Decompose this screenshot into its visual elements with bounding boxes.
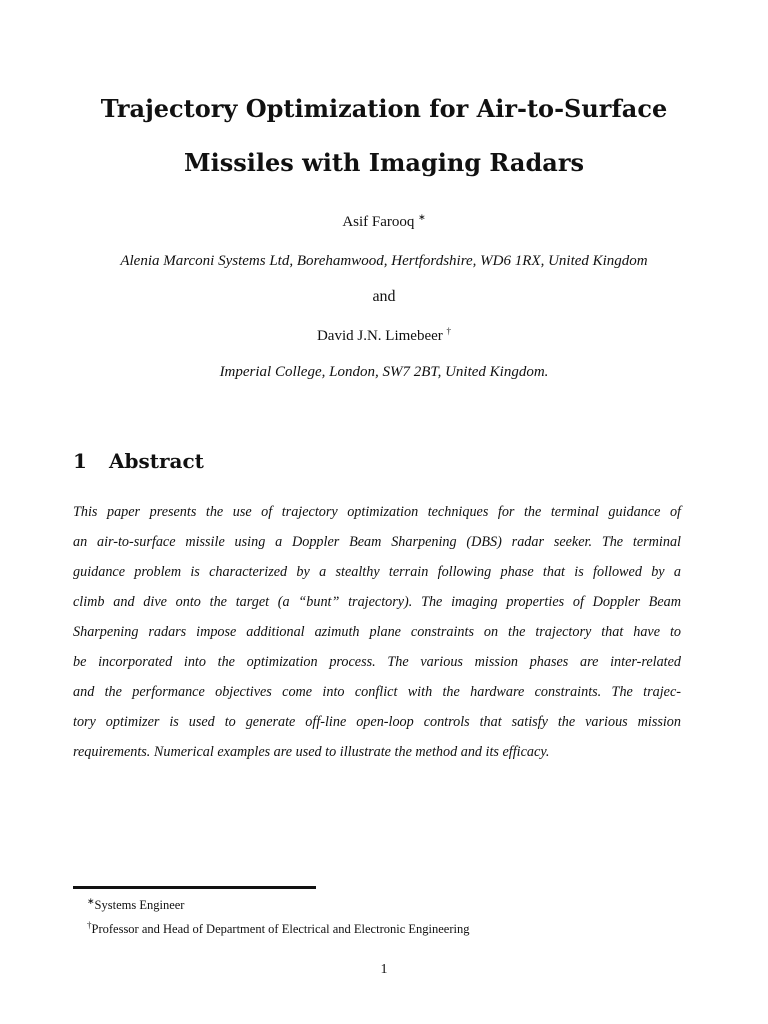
footnote-2 [87, 919, 470, 937]
abstract-body [73, 497, 681, 767]
abstract-line: Sharpening radars impose additional azimuth plane constraints on the trajectory that have to [73, 624, 681, 640]
author-conjunction: and [372, 288, 396, 305]
paper-title-line-2: Missiles with Imaging Radars [184, 148, 584, 177]
footnote-1-text: Systems Engineer [94, 898, 185, 912]
abstract-line: guidance problem is characterized by a stealthy terrain following phase that is followed by a [73, 564, 681, 580]
author-2 [0, 328, 768, 345]
page-number: 1 [380, 962, 388, 977]
abstract-line: and the performance objectives come into conflict with the hardware constraints. The trajec- [73, 684, 681, 700]
footnote-2-text: Professor and Head of Department of Electrical and Electronic Engineering [91, 922, 470, 936]
affiliation-2: Imperial College, London, SW7 2BT, United Kingdom. [219, 364, 549, 380]
footnote-divider [73, 886, 316, 889]
abstract-line: tory optimizer is used to generate off-line open-loop controls that satisfy the various mission [73, 714, 681, 730]
abstract-line: be incorporated into the optimization process. The various mission phases are inter-related [73, 654, 681, 670]
author-1-footnote-mark: ∗ [418, 212, 426, 222]
footnote-2-mark: † [87, 919, 92, 930]
author-1 [0, 214, 768, 231]
abstract-line: an air-to-surface missile using a Doppler Beam Sharpening (DBS) radar seeker. The terminal [73, 534, 681, 550]
abstract-line: This paper presents the use of trajectory optimization techniques for the terminal guidance of [73, 504, 681, 520]
section-title: Abstract [109, 449, 204, 473]
section-number: 1 [73, 449, 87, 473]
abstract-line: requirements. Numerical examples are used to illustrate the method and its efficacy. [73, 744, 550, 760]
author-2-name: David J.N. Limebeer [316, 328, 443, 344]
author-1-name: Asif Farooq [342, 214, 415, 230]
footnote-1-mark: ∗ [87, 895, 95, 906]
affiliation-1: Alenia Marconi Systems Ltd, Borehamwood, Hertfordshire, WD6 1RX, United Kingdom [120, 253, 648, 269]
paper-title-line-1: Trajectory Optimization for Air-to-Surface [100, 94, 668, 123]
author-2-footnote-mark: † [446, 326, 452, 336]
footnote-1 [87, 895, 185, 913]
abstract-line: climb and dive onto the target (a “bunt” trajectory). The imaging properties of Doppler Beam [73, 594, 681, 610]
section-heading [73, 449, 204, 473]
